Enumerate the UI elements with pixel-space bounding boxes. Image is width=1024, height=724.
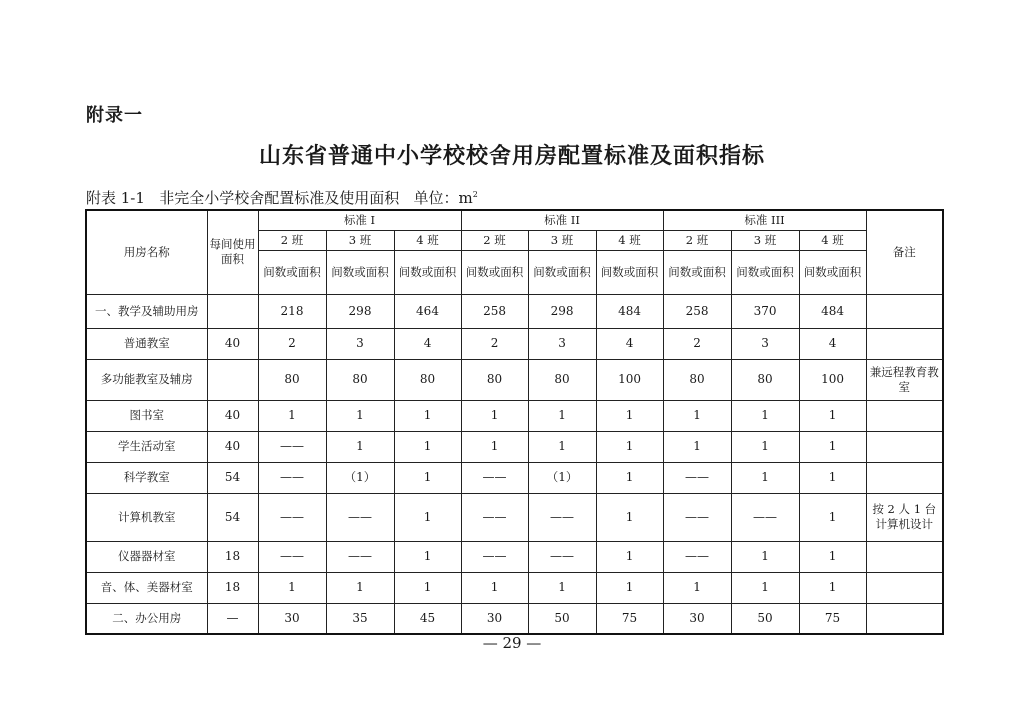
header-class: 3 班 — [528, 230, 596, 250]
row-value: 50 — [528, 603, 596, 634]
row-value: 1 — [596, 572, 663, 603]
row-value: —— — [461, 462, 528, 493]
header-count-or-area: 间数或面积 — [799, 250, 866, 294]
row-value: 2 — [663, 328, 731, 359]
caption-superscript: 2 — [472, 190, 478, 199]
table-row — [86, 328, 943, 359]
header-class: 3 班 — [731, 230, 799, 250]
row-area-per-room — [207, 294, 258, 328]
header-count-or-area: 间数或面积 — [394, 250, 461, 294]
header-class: 4 班 — [394, 230, 461, 250]
row-remarks — [866, 328, 943, 359]
page-number: — 29 — — [482, 634, 542, 652]
row-value: —— — [258, 431, 326, 462]
row-value: 1 — [731, 572, 799, 603]
row-value: 80 — [528, 359, 596, 400]
header-count-or-area: 间数或面积 — [461, 250, 528, 294]
row-value: —— — [663, 493, 731, 541]
header-count-or-area: 间数或面积 — [731, 250, 799, 294]
row-value: —— — [461, 541, 528, 572]
row-value: 1 — [394, 572, 461, 603]
row-value: 1 — [394, 431, 461, 462]
row-room-name: 计算机教室 — [86, 493, 207, 541]
row-value: —— — [528, 541, 596, 572]
row-area-per-room: — — [207, 603, 258, 634]
row-value: 1 — [394, 400, 461, 431]
row-value: 1 — [799, 541, 866, 572]
row-value: 80 — [663, 359, 731, 400]
table-row — [86, 493, 943, 541]
header-class: 4 班 — [799, 230, 866, 250]
row-value: 1 — [799, 493, 866, 541]
header-count-or-area: 间数或面积 — [596, 250, 663, 294]
row-value: 75 — [596, 603, 663, 634]
row-value: 35 — [326, 603, 394, 634]
table-row — [86, 541, 943, 572]
row-area-per-room — [207, 359, 258, 400]
row-remarks — [866, 603, 943, 634]
row-remarks: 兼远程教育教室 — [866, 359, 943, 400]
row-room-name: 图书室 — [86, 400, 207, 431]
row-value: 1 — [799, 400, 866, 431]
row-value: 80 — [461, 359, 528, 400]
row-value: —— — [461, 493, 528, 541]
row-value: 258 — [461, 294, 528, 328]
row-value: 1 — [731, 462, 799, 493]
row-value: 1 — [596, 493, 663, 541]
row-remarks — [866, 431, 943, 462]
row-value: 1 — [528, 572, 596, 603]
row-value: （1） — [326, 462, 394, 493]
row-value: 1 — [731, 400, 799, 431]
row-value: 1 — [663, 431, 731, 462]
table-row — [86, 462, 943, 493]
header-class: 2 班 — [461, 230, 528, 250]
row-value: 30 — [461, 603, 528, 634]
row-value: 1 — [799, 572, 866, 603]
row-value: 1 — [326, 400, 394, 431]
header-count-or-area: 间数或面积 — [258, 250, 326, 294]
row-value: 30 — [258, 603, 326, 634]
row-room-name: 学生活动室 — [86, 431, 207, 462]
row-area-per-room: 54 — [207, 493, 258, 541]
row-value: 80 — [394, 359, 461, 400]
row-value: 4 — [394, 328, 461, 359]
row-value: 1 — [461, 431, 528, 462]
header-count-or-area: 间数或面积 — [663, 250, 731, 294]
row-area-per-room: 40 — [207, 400, 258, 431]
row-room-name: 一、教学及辅助用房 — [86, 294, 207, 328]
row-value: —— — [258, 462, 326, 493]
row-value: 30 — [663, 603, 731, 634]
table-row — [86, 572, 943, 603]
row-value: 2 — [461, 328, 528, 359]
row-value: 484 — [799, 294, 866, 328]
row-room-name: 多功能教室及辅房 — [86, 359, 207, 400]
row-remarks — [866, 572, 943, 603]
row-area-per-room: 18 — [207, 541, 258, 572]
row-value: —— — [326, 541, 394, 572]
row-value: 1 — [326, 572, 394, 603]
row-value: 2 — [258, 328, 326, 359]
row-value: 4 — [596, 328, 663, 359]
row-value: 1 — [596, 431, 663, 462]
header-remarks: 备注 — [866, 210, 943, 294]
row-value: 1 — [731, 541, 799, 572]
row-value: 1 — [528, 431, 596, 462]
row-area-per-room: 40 — [207, 431, 258, 462]
row-value: 1 — [663, 400, 731, 431]
row-value: 1 — [799, 431, 866, 462]
row-value: 298 — [528, 294, 596, 328]
row-area-per-room: 54 — [207, 462, 258, 493]
row-value: 1 — [663, 572, 731, 603]
row-value: —— — [663, 462, 731, 493]
header-count-or-area: 间数或面积 — [528, 250, 596, 294]
row-value: 1 — [596, 541, 663, 572]
row-value: 45 — [394, 603, 461, 634]
header-class: 4 班 — [596, 230, 663, 250]
table-row — [86, 603, 943, 634]
row-value: 1 — [258, 400, 326, 431]
row-value: 80 — [258, 359, 326, 400]
header-class: 3 班 — [326, 230, 394, 250]
room-config-table — [85, 209, 944, 635]
row-value: 75 — [799, 603, 866, 634]
row-value: 3 — [528, 328, 596, 359]
row-value: 1 — [731, 431, 799, 462]
row-value: （1） — [528, 462, 596, 493]
row-value: 3 — [326, 328, 394, 359]
header-standard-3: 标准 III — [663, 210, 866, 230]
row-value: 3 — [731, 328, 799, 359]
row-value: —— — [528, 493, 596, 541]
table-row — [86, 400, 943, 431]
header-count-or-area: 间数或面积 — [326, 250, 394, 294]
row-value: 464 — [394, 294, 461, 328]
row-value: 1 — [596, 462, 663, 493]
row-value: 1 — [326, 431, 394, 462]
row-value: 1 — [528, 400, 596, 431]
row-room-name: 仪器器材室 — [86, 541, 207, 572]
header-class: 2 班 — [258, 230, 326, 250]
row-value: 100 — [596, 359, 663, 400]
document-title: 山东省普通中小学校校舍用房配置标准及面积指标 — [258, 143, 765, 169]
row-value: —— — [326, 493, 394, 541]
row-remarks — [866, 462, 943, 493]
row-value: 100 — [799, 359, 866, 400]
row-value: 1 — [394, 541, 461, 572]
table-row — [86, 431, 943, 462]
header-room-name: 用房名称 — [86, 210, 207, 294]
header-standard-2: 标准 II — [461, 210, 663, 230]
row-area-per-room: 18 — [207, 572, 258, 603]
row-value: —— — [663, 541, 731, 572]
table-caption — [86, 187, 478, 208]
row-value: 1 — [394, 462, 461, 493]
table-row — [86, 359, 943, 400]
row-remarks: 按 2 人 1 台计算机设计 — [866, 493, 943, 541]
header-row-standards — [86, 210, 943, 230]
header-standard-1: 标准 I — [258, 210, 461, 230]
row-value: 1 — [461, 572, 528, 603]
row-value: 1 — [461, 400, 528, 431]
row-room-name: 普通教室 — [86, 328, 207, 359]
row-remarks — [866, 294, 943, 328]
header-area-per-room: 每间使用面积 — [207, 210, 258, 294]
caption-text: 附表 1-1 非完全小学校舍配置标准及使用面积 单位：m — [86, 189, 473, 207]
row-room-name: 科学教室 — [86, 462, 207, 493]
row-room-name: 音、体、美器材室 — [86, 572, 207, 603]
row-value: 1 — [258, 572, 326, 603]
row-value: 218 — [258, 294, 326, 328]
row-value: 484 — [596, 294, 663, 328]
row-value: 4 — [799, 328, 866, 359]
row-value: —— — [731, 493, 799, 541]
row-remarks — [866, 400, 943, 431]
row-room-name: 二、办公用房 — [86, 603, 207, 634]
row-value: 298 — [326, 294, 394, 328]
row-value: —— — [258, 541, 326, 572]
row-value: 1 — [799, 462, 866, 493]
row-value: 80 — [731, 359, 799, 400]
row-value: 1 — [596, 400, 663, 431]
header-class: 2 班 — [663, 230, 731, 250]
row-value: 258 — [663, 294, 731, 328]
row-remarks — [866, 541, 943, 572]
row-value: 370 — [731, 294, 799, 328]
row-value: 1 — [394, 493, 461, 541]
table-row — [86, 294, 943, 328]
row-value: —— — [258, 493, 326, 541]
appendix-label: 附录一 — [86, 105, 143, 126]
row-area-per-room: 40 — [207, 328, 258, 359]
row-value: 50 — [731, 603, 799, 634]
row-value: 80 — [326, 359, 394, 400]
